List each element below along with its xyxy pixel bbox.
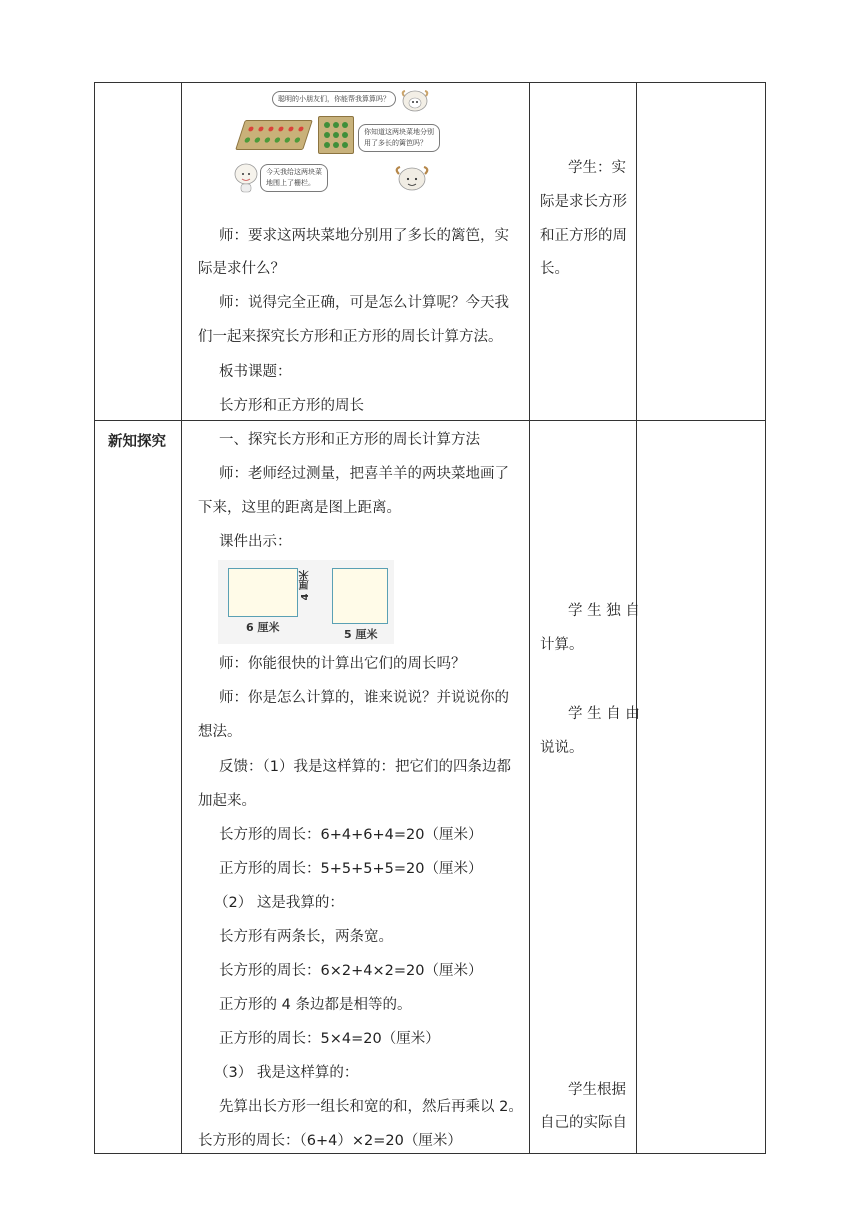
teacher-line: 际是求什么？ (198, 261, 285, 277)
row-divider (94, 420, 766, 421)
table-top-border (94, 82, 766, 83)
column-divider-2 (529, 82, 530, 1154)
student-note: 和正方形的周 (540, 228, 627, 244)
teacher-line: 课件出示： (219, 534, 292, 550)
feedback-line: 正方形的 4 条边都是相等的。 (219, 997, 412, 1013)
teacher-line: 想法。 (198, 724, 242, 740)
table-left-border (94, 82, 95, 1154)
feedback-line: 先算出长方形一组长和宽的和，然后再乘以 2。 (219, 1099, 523, 1115)
student-note: 际是求长方形 (540, 194, 627, 210)
formula-line: 正方形的周长：5+5+5+5=20（厘米） (219, 861, 483, 877)
student-note: 学生根据 (568, 1082, 626, 1098)
teacher-line: 师：你是怎么计算的，谁来说说？并说说你的 (219, 690, 509, 706)
feedback-line: （3） 我是这样算的： (214, 1065, 359, 1081)
sheep-icon (400, 88, 430, 118)
column-divider-1 (181, 82, 182, 1154)
student-note: 计算。 (540, 637, 584, 653)
teacher-line: 板书课题： (219, 364, 292, 380)
rectangle-square-figure (218, 560, 394, 644)
sheep-icon-right (392, 164, 430, 198)
feedback-line: （2） 这是我算的： (214, 895, 344, 911)
feedback-line: 长方形有两条长，两条宽。 (219, 929, 393, 945)
teacher-line: 下来，这里的距离是图上距离。 (198, 500, 401, 516)
square-shape (332, 568, 388, 624)
student-note: 学 生 独 自 (568, 603, 640, 619)
formula-line: 长方形的周长：（6+4）×2=20（厘米） (198, 1133, 462, 1149)
rectangle-width-label: 6 厘米 (246, 621, 280, 634)
sheep-icon-left (232, 160, 260, 198)
heading-line: 一、探究长方形和正方形的周长计算方法 (219, 432, 480, 448)
teacher-line: 师：老师经过测量，把喜羊羊的两块菜地画了 (219, 466, 509, 482)
student-note: 自己的实际自 (540, 1115, 627, 1131)
rectangle-height-label: 4 厘米 (300, 570, 311, 601)
vegetable-garden-illustration (232, 88, 452, 204)
feedback-line: 反馈：（1）我是这样算的：把它们的四条边都 (219, 759, 511, 775)
formula-line: 长方形的周长：6×2+4×2=20（厘米） (219, 963, 483, 979)
rectangle-shape (228, 568, 298, 617)
section-label: 新知探究 (108, 434, 166, 450)
speech-bubble-3: 今天我给这两块菜 地围上了栅栏。 (260, 164, 328, 192)
teacher-line: 师：说得完全正确，可是怎么计算呢？今天我 (219, 295, 509, 311)
student-note: 学生：实 (568, 160, 626, 176)
teacher-line: 师：你能很快的计算出它们的周长吗？ (219, 656, 466, 672)
student-note: 说说。 (540, 740, 584, 756)
lesson-title: 长方形和正方形的周长 (219, 398, 364, 414)
table-bottom-border (94, 1153, 766, 1154)
speech-bubble-1: 聪明的小朋友们，你能帮我算算吗？ (272, 91, 396, 107)
vegetable-plot-square (318, 116, 354, 154)
teacher-line: 们一起来探究长方形和正方形的周长计算方法。 (198, 329, 503, 345)
formula-line: 长方形的周长：6+4+6+4=20（厘米） (219, 827, 483, 843)
student-note: 长。 (540, 261, 569, 277)
student-note: 学 生 自 由 (568, 706, 640, 722)
teacher-line: 师：要求这两块菜地分别用了多长的篱笆，实 (219, 228, 509, 244)
square-side-label: 5 厘米 (344, 628, 378, 641)
table-right-border (765, 82, 766, 1154)
vegetable-plot-rect (235, 120, 313, 150)
formula-line: 正方形的周长：5×4=20（厘米） (219, 1031, 440, 1047)
speech-bubble-2: 你知道这两块菜地分别 用了多长的篱笆吗？ (358, 124, 440, 152)
feedback-line: 加起来。 (198, 793, 256, 809)
